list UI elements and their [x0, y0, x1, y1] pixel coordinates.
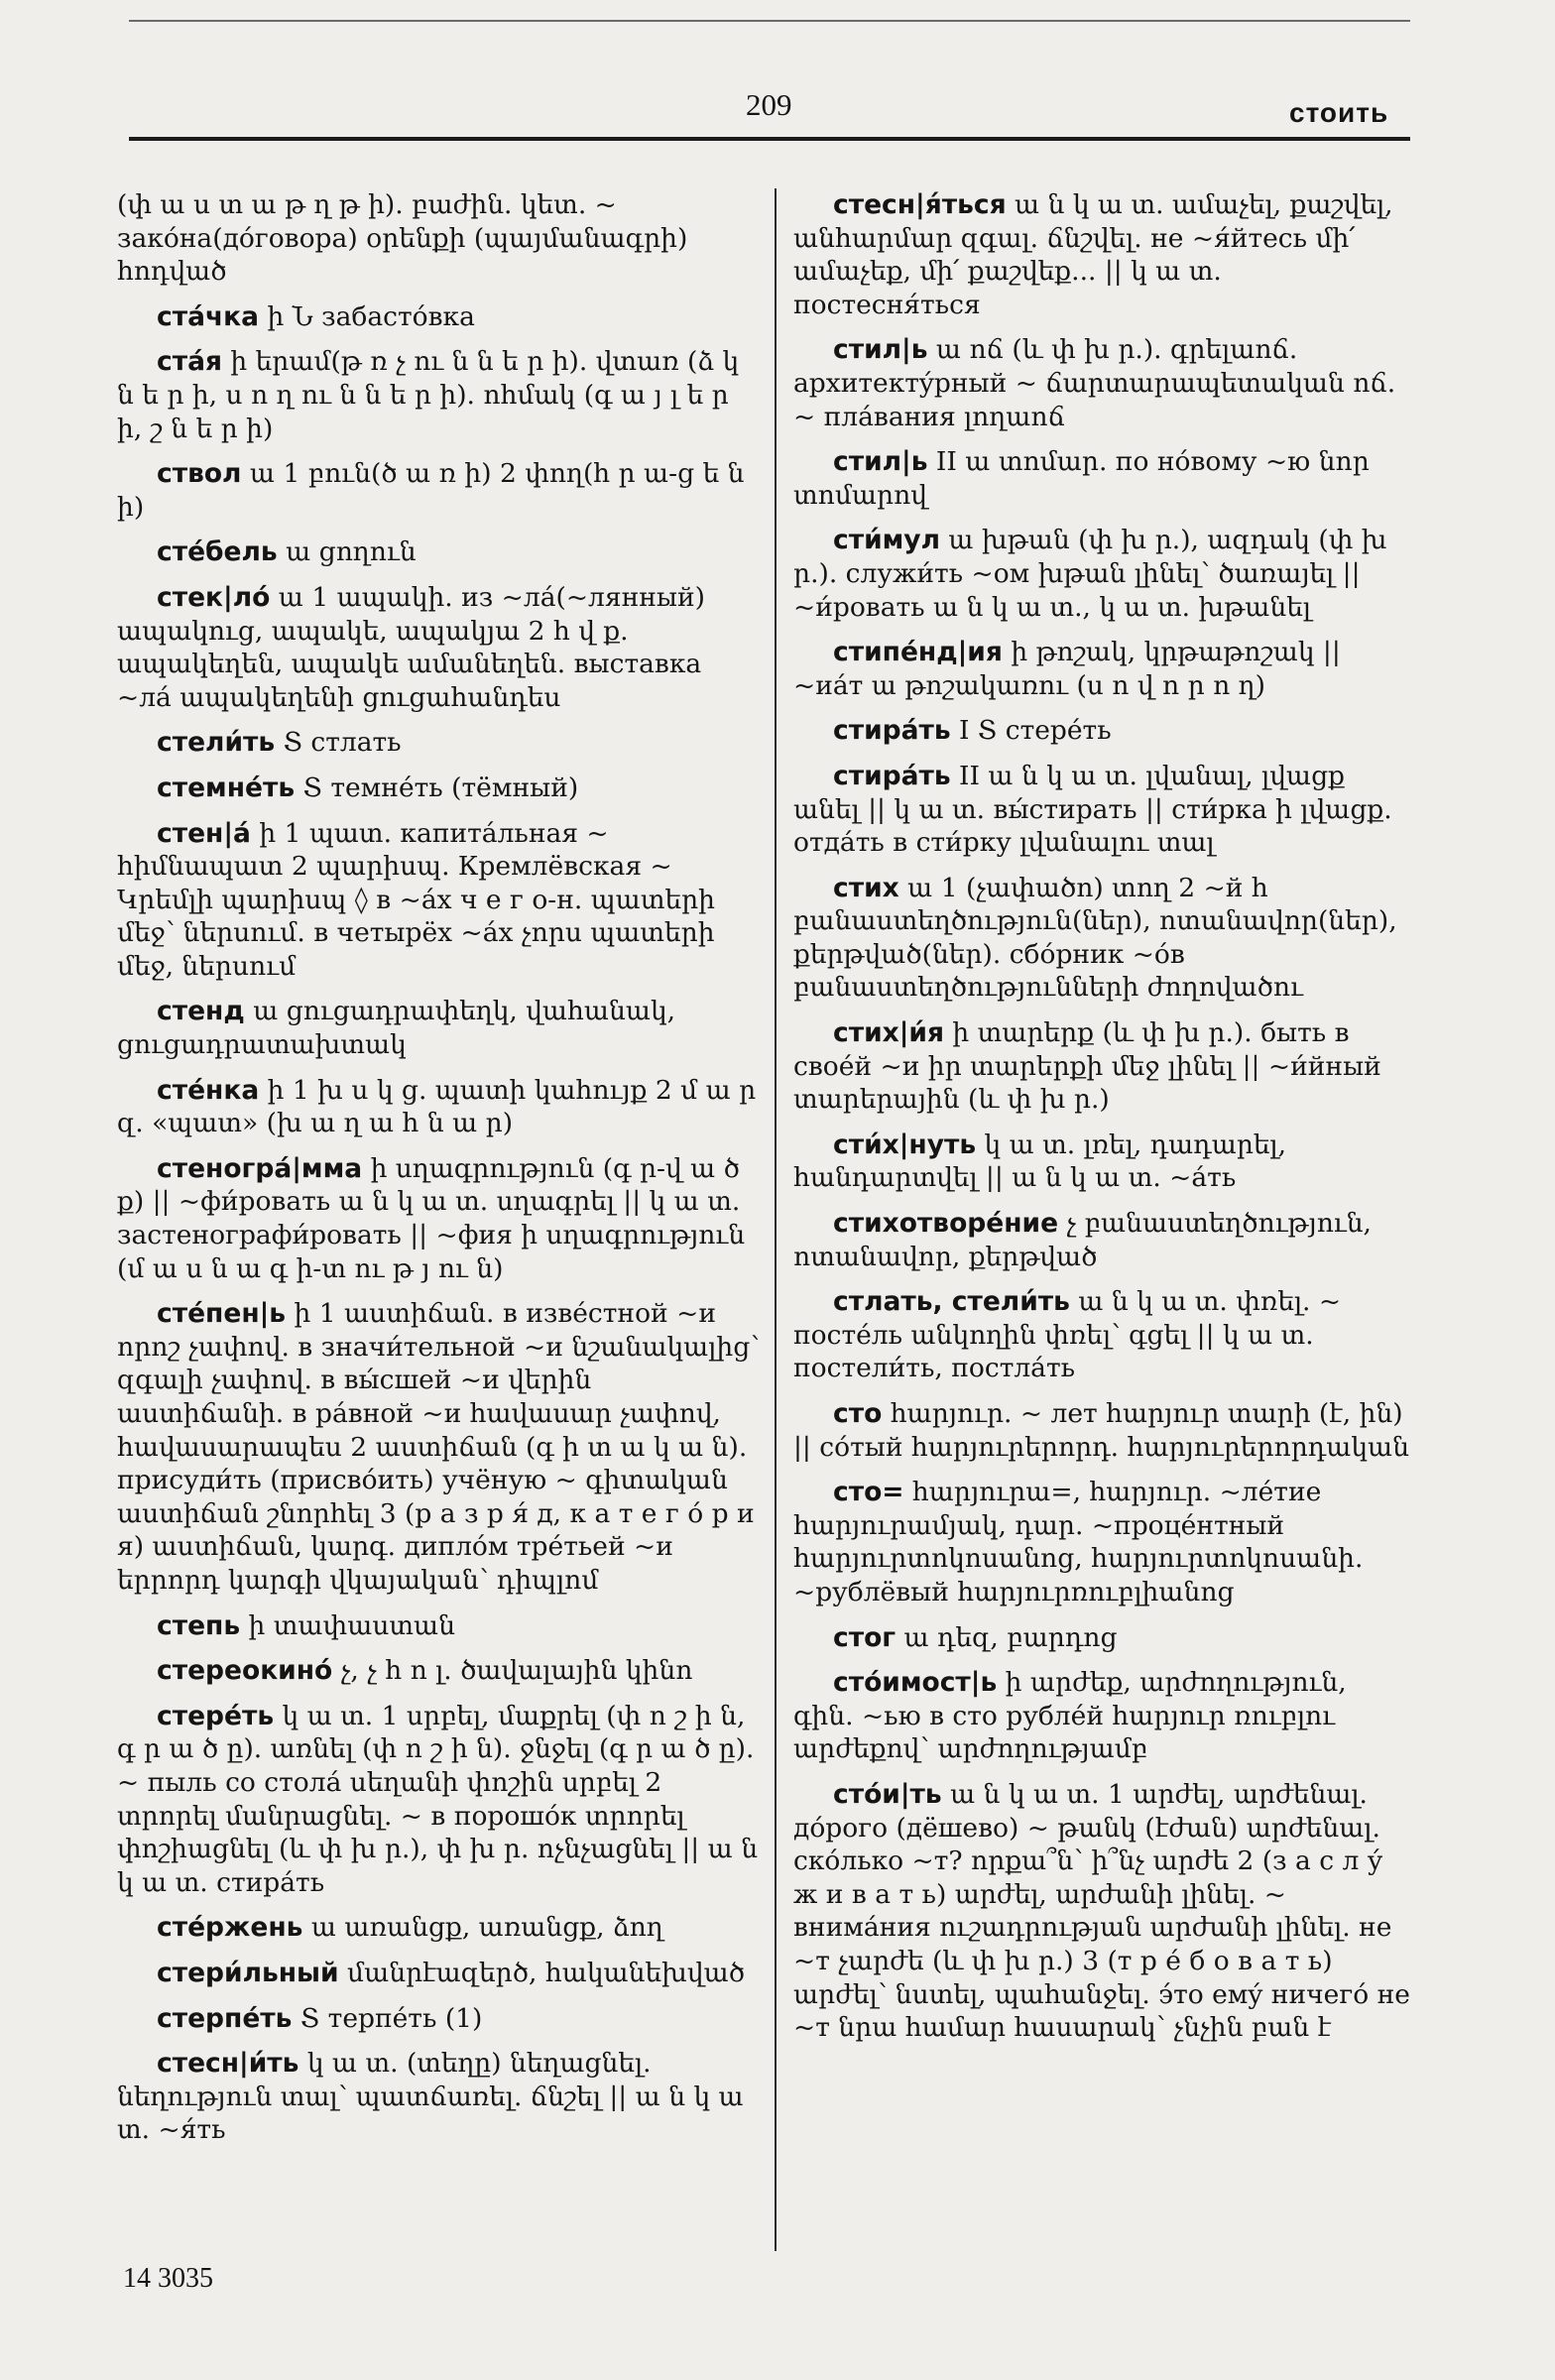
entry-definition: ի թոշակ, կրթաթոշակ || ~иáт ա թոշակառու (ս ո վ ո ր ո ղ): [793, 637, 1341, 701]
headword: стерéть: [157, 1700, 275, 1731]
guide-word: стоить: [1289, 97, 1389, 128]
dictionary-entry: [793, 1207, 1412, 1273]
dictionary-entry: [117, 345, 760, 445]
printer-signature: 14 3035: [123, 2263, 213, 2294]
entry-definition: ա ն կ ա տ. փռել. ~ постéль անկողին փռել՝ գցել || կ ա տ. постели́ть, постлáть: [793, 1286, 1342, 1384]
entry-definition: կ ա տ. (տեղը) նեղացնել. նեղություն տալ՝ պատճառել. ճնշել || ա ն կ ա տ. ~я́ть: [117, 2048, 744, 2146]
dictionary-entry: [793, 445, 1412, 512]
dictionary-entry: [793, 872, 1412, 1005]
dictionary-entry: [793, 760, 1412, 860]
top-thin-rule: [129, 20, 1410, 22]
headword: сти́мул: [833, 525, 940, 556]
dictionary-entry: [117, 817, 760, 984]
dictionary-entry: [793, 333, 1412, 433]
headword: стáя: [157, 346, 222, 378]
column-divider: [775, 188, 777, 2251]
entry-definition: ա ն կ ա տ. 1 արժել, արժենալ. дóрого (дёшево) ~ թանկ (էժան) արժենալ. скóлько ~т? որքա՞ն՝ ի՞նչ արժե 2 (з а с л у́ ж и в а т ь) արժել, արժանի լինել. ~ внимáния ուշադրության արժանի լինել. не ~т չարժե (և փ խ ր.) 3 (т р é б о в а т ь) արժել՝ նստել, պահանջել. э́то емý ничегó не ~т նրա համար հասարակ՝ չնչին բան է: [793, 1778, 1410, 2044]
headword: стéпен|ь: [157, 1298, 287, 1330]
entry-definition: ի տափաստան: [240, 1609, 456, 1641]
dictionary-entry: [117, 2002, 760, 2036]
entry-definition: Տ темнéть (тёмный): [295, 772, 579, 803]
dictionary-entry: [117, 1654, 760, 1688]
headword: стирáть: [833, 760, 951, 791]
headword: стен|á: [157, 817, 251, 849]
headword: стóимост|ь: [833, 1667, 998, 1699]
dictionary-entry: [117, 457, 760, 524]
dictionary-entry: [793, 524, 1412, 624]
entry-definition: ա 1 բուն(ծ ա ռ ի) 2 փող(հ ր ա-ց ե ն ի): [117, 458, 745, 523]
entry-definition: ա խթան (փ խ ր.), ազդակ (փ խ ր.). служи́ть ~ом խթան լինել՝ ծառայել || ~и́ровать ա ն կ ա տ., կ ա տ. խթանել: [793, 525, 1387, 623]
dictionary-entry: [117, 581, 760, 714]
headword: стенд: [157, 996, 245, 1027]
entry-definition: ի սղագրություն (գ ր-վ ա ծ ք) || ~фи́ровать ա ն կ ա տ. սղագրել || կ ա տ. застенографи́ровать || ~фия ի սղագրություն (մ ա ս ն ա գ ի-տ ու թ յ ու ն): [117, 1152, 746, 1284]
dictionary-entry: [793, 1621, 1412, 1655]
entry-definition: ի 1 խ ս կ ց. պատի կահույք 2 մ ա ր զ. «պատ» (խ ա ղ ա հ ն ա ր): [117, 1074, 757, 1139]
entry-definition: Տ стлать: [275, 727, 402, 759]
headword: стéбель: [157, 536, 278, 568]
headword: стипéнд|ия: [833, 637, 1003, 668]
dictionary-entry: [793, 1476, 1412, 1608]
headword: стесн|и́ть: [157, 2048, 299, 2080]
dictionary-entry: [117, 1297, 760, 1597]
entry-definition: հարյուրա=, հարյուր. ~лéтие հարյուրամյակ, դար. ~процéнтный հարյուրտոկոսանոց, հարյուրտոկոսանի. ~рублёвый հարյուրռուբլիանոց: [793, 1477, 1364, 1607]
entry-definition: II ա ն կ ա տ. լվանալ, լվացք անել || կ ա տ. вы́стирать || сти́рка ի լվացք. отдáть в сти́рку լվանալու տալ: [793, 760, 1392, 859]
headword: стих: [833, 872, 899, 903]
headword: стерпéть: [157, 2002, 293, 2034]
headword: стóи|ть: [833, 1778, 942, 1810]
dictionary-entry: [117, 1700, 760, 1900]
entry-definition: ի երամ(թ ռ չ ու ն ն ե ր ի). վտառ (ձ կ ն ե ր ի, ս ո ղ ու ն ն ե ր ի). ոհմակ (գ ա յ լ ե ր ի, շ ն ե ր ի): [117, 346, 740, 444]
entry-definition: ա 1 (չափածո) տող 2 ~й հ բանաստեղծություն(ներ), ոտանավոր(ներ), քերթված(ներ). сбóрник ~óв բանաստեղծությունների ժողովածու: [793, 872, 1397, 1004]
headword: стих|и́я: [833, 1017, 944, 1049]
header-rule: [129, 137, 1410, 141]
left-column: [117, 188, 760, 2159]
headword: стемнéть: [157, 772, 296, 803]
headword: стереокинó: [157, 1655, 333, 1687]
entry-definition: ա ցողուն: [277, 536, 417, 568]
entry-definition: ա 1 ապակի. из ~лá(~лянный) ապակուց, ապակե, ապակյա 2 հ վ ք. ապակեղեն, ապակե ամանեղեն. выставка ~лá ապակեղենի ցուցահանդես: [117, 581, 706, 713]
headword: стихотворéние: [833, 1208, 1059, 1240]
headword: стéнка: [157, 1074, 260, 1106]
headword: стели́ть: [157, 727, 276, 759]
entry-definition: ի տարերք (և փ խ ր.). быть в своéй ~и իր տարերքի մեջ լինել || ~и́йный տարերային (և փ խ ր.): [793, 1017, 1381, 1116]
dictionary-entry: [793, 1397, 1412, 1464]
dictionary-entry: [117, 1911, 760, 1945]
headword: стесн|я́ться: [833, 189, 1007, 220]
entry-definition: կ ա տ. լռել, դադարել, հանդարտվել || ա ն կ ա տ. ~áть: [793, 1129, 1287, 1194]
dictionary-entry: [117, 995, 760, 1061]
headword: степь: [157, 1609, 241, 1641]
dictionary-entry: [793, 714, 1412, 748]
dictionary-entry: [117, 188, 760, 289]
headword: стери́льный: [157, 1957, 339, 1988]
entry-definition: ա ն կ ա տ. ամաչել, քաշվել, անհարմար զգալ. ճնշվել. не ~я́йтесь մի՛ ամաչեք, մի՛ քաշվեք... || կ ա տ. постесня́ться: [793, 189, 1393, 320]
dictionary-entry: [793, 1016, 1412, 1117]
entry-definition: I Տ стерéть: [950, 715, 1112, 747]
entry-definition: չ բանաստեղծություն, ոտանավոր, քերթված: [793, 1208, 1372, 1272]
headword: стог: [833, 1621, 897, 1653]
dictionary-entry: [117, 1957, 760, 1990]
dictionary-entry: [793, 636, 1412, 702]
dictionary-entry: [117, 772, 760, 805]
right-column: [793, 188, 1412, 2057]
entry-definition: Տ терпéть (1): [292, 2002, 483, 2034]
dictionary-entry: [793, 1129, 1412, 1195]
headword: стил|ь: [833, 334, 928, 366]
entry-definition: կ ա տ. 1 սրբել, մաքրել (փ ո շ ի ն, գ ր ա ծ ը). առնել (փ ո շ ի ն). ջնջել (գ ր ա ծ ը). ~ пыль со столá սեղանի փոշին սրբել 2 տրորել մանրացնել. ~ в порошóк տրորել փոշիացնել (և փ խ ր.), փ խ ր. ոչնչացնել || ա ն կ ա տ. стирáть: [117, 1700, 759, 1898]
entry-definition: հարյուր. ~ лет հարյուր տարի (է, ին) || сóтый հարյուրերորդ. հարյուրերորդական: [793, 1398, 1409, 1463]
headword: стáчка: [157, 300, 260, 332]
headword: стирáть: [833, 715, 951, 747]
dictionary-entry: [117, 536, 760, 569]
dictionary-entry: [117, 1609, 760, 1643]
dictionary-entry: [793, 1778, 1412, 2045]
entry-definition: ի 1 պատ. капитáльная ~ հիմնապատ 2 պարիսպ. Кремлёвская ~ Կրեմլի պարիսպ ◊ в ~áх ч е г о-н. պատերի մեջ՝ ներսում. в четырёх ~áх չորս պատերի մեջ, ներսում: [117, 817, 715, 982]
page-number: 209: [746, 87, 792, 122]
entry-definition: ա ցուցադրափեղկ, վահանակ, ցուցադրատախտակ: [117, 996, 676, 1061]
dictionary-entry: [793, 1666, 1412, 1766]
entry-definition: մանրէազերծ, հականեխված: [338, 1957, 745, 1988]
headword: стил|ь: [833, 446, 928, 478]
headword: ствол: [157, 458, 242, 490]
entry-definition: (փ ա ս տ ա թ ղ թ ի). բաժին. կետ. ~ закóна(дóговора) օրենքի (պայմանագրի) հոդված: [117, 189, 688, 288]
dictionary-entry: [793, 188, 1412, 321]
entry-definition: ա դեզ, բարդոց: [896, 1621, 1118, 1653]
headword: сти́х|нуть: [833, 1129, 977, 1160]
dictionary-entry: [117, 726, 760, 760]
headword: стек|лó: [157, 581, 271, 613]
headword: сто=: [833, 1477, 904, 1508]
dictionary-entry: [793, 1285, 1412, 1385]
dictionary-entry: [117, 1152, 760, 1285]
entry-definition: ի Ն забастóвка: [259, 300, 475, 332]
headword: стéржень: [157, 1912, 303, 1944]
entry-definition: ա առանցք, առանցք, ձող: [302, 1912, 663, 1944]
dictionary-entry: [117, 1074, 760, 1140]
dictionary-entry: [117, 300, 760, 334]
entry-definition: II ա տոմար. по нóвому ~ю նոր տոմարով: [793, 446, 1370, 511]
entry-definition: ի 1 աստիճան. в извéстной ~и որոշ չափով. в значи́тельной ~и նշանակալից՝ զգալի չափով. в вы́сшей ~и վերին աստիճանի. в рáвной ~и հավասար չափով, հավասարապես 2 աստիճան (գ ի տ ա կ ա ն). присуди́ть (присвóить) учёную ~ գիտական աստիճան շնորհել 3 (р а з р я́ д, к а т е г о́ р и я) աստիճան, կարգ. диплóм трéтьей ~и երրորդ կարգի վկայական՝ դիպլոմ: [117, 1298, 760, 1596]
headword: стлать, стели́ть: [833, 1286, 1070, 1318]
dictionary-entry: [117, 2047, 760, 2147]
entry-definition: չ, չ հ ո լ. ծավալային կինո: [332, 1655, 693, 1687]
headword: стеногрá|мма: [157, 1152, 363, 1184]
entry-definition: ա ոճ (և փ խ ր.). գրելաոճ. архитектýрный ~ ճարտարապետական ոճ. ~ плáвания լողաոճ: [793, 334, 1396, 432]
headword: сто: [833, 1398, 883, 1429]
entry-definition: ի արժեք, արժողություն, գին. ~ью в сто рублéй հարյուր ռուբլու արժեքով՝ արժողությամբ: [793, 1667, 1347, 1765]
